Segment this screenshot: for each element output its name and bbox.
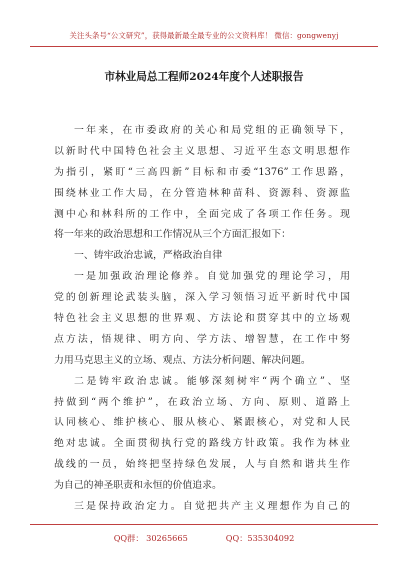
- footer-qq-group: QQ群： 30265665: [113, 533, 188, 543]
- body-line: 以新时代中国特色社会主义思想、习近平生态文明思想作: [54, 145, 350, 157]
- body-line: 战线的一员，始终把坚持绿色发展，人与自然和谐共生作: [54, 459, 350, 471]
- body-line: 围绕林业工作大局，在分管造林种苗科、资源科、资源监: [54, 187, 350, 199]
- body-line: 测中心和林科所的工作中，全面完成了各项工作任务。现: [54, 208, 350, 220]
- header-divider: [30, 46, 378, 47]
- footer-divider: [30, 524, 378, 525]
- body-line: 三是保持政治定力。自觉把共产主义理想作为自己的: [74, 501, 350, 513]
- footer-qq: QQ：535304092: [225, 533, 295, 543]
- body-line: 持做到“两个维护”，在政治立场、方向、原则、道路上: [54, 396, 350, 408]
- body-line: 一是加强政治理论修养。自觉加强党的理论学习，用: [74, 271, 350, 283]
- body-line: 为自己的神圣职责和永恒的价值追求。: [54, 480, 222, 492]
- body-line: 绝对忠诚。全面贯彻执行党的路线方针政策。我作为林业: [54, 438, 350, 450]
- body-line: 特色社会主义思想的世界观、方法论和贯穿其中的立场观: [54, 313, 350, 325]
- body-line: 点方法，悟规律、明方向、学方法、增智慧，在工作中努: [54, 333, 350, 345]
- body-line: 认同核心、维护核心、服从核心、紧跟核心，对党和人民: [54, 417, 350, 429]
- body-line: 为指引，紧盯“三高四新”目标和市委“1376”工作思路，: [54, 166, 350, 178]
- footer-contact: [0, 533, 408, 544]
- body-line: 党的创新理论武装头脑，深入学习领悟习近平新时代中国: [54, 292, 350, 304]
- body-line: 二是铸牢政治忠诚。能够深刻树牢“两个确立”、坚: [74, 375, 350, 387]
- document-title: 市林业局总工程师2024年度个人述职报告: [104, 71, 304, 83]
- body-line: 一年来，在市委政府的关心和局党组的正确领导下，: [74, 125, 350, 136]
- header-banner: 关注头条号“公文研究”，获得最新最全最专业的公文资料库！ 微信：gongwenyj: [69, 31, 339, 40]
- body-line: 将一年来的政治思想和工作情况从三个方面汇报如下：: [54, 229, 292, 241]
- section-heading: 一、铸牢政治忠诚，严格政治自律: [74, 250, 223, 262]
- body-line: 力用马克思主义的立场、观点、方法分析问题、解决问题。: [54, 354, 311, 366]
- document-body: [54, 121, 350, 518]
